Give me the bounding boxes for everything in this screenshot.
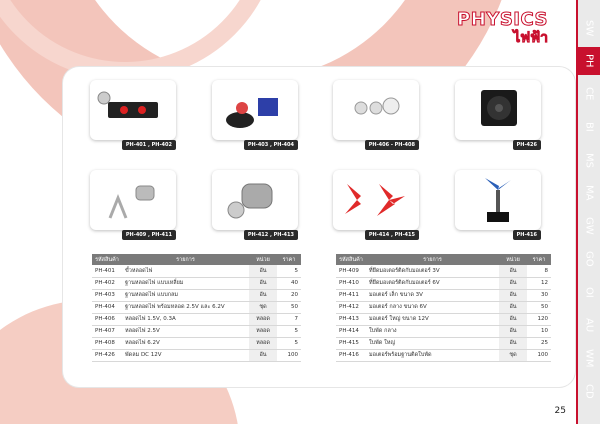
- col-unit: หน่วย: [249, 254, 277, 265]
- cell-code: PH-413: [336, 313, 366, 325]
- cell-unit: อัน: [499, 301, 527, 313]
- cell-unit: อัน: [499, 325, 527, 337]
- col-code: รหัสสินค้า: [92, 254, 122, 265]
- product-code: PH-416: [513, 230, 541, 240]
- section-tabs: [578, 0, 600, 424]
- table-row: [336, 265, 551, 277]
- bulbs-icon: [333, 80, 419, 140]
- cell-code: PH-408: [92, 337, 122, 349]
- cell-code: PH-409: [336, 265, 366, 277]
- fan-icon: [455, 80, 541, 140]
- cell-price: 50: [277, 301, 301, 313]
- product-card: [212, 170, 298, 246]
- cell-unit: อัน: [249, 265, 277, 277]
- product-card: [90, 170, 176, 246]
- cell-unit: อัน: [499, 265, 527, 277]
- col-item: รายการ: [122, 254, 249, 265]
- cell-item: มอเตอร์ กลาง ขนาด 6V: [366, 301, 499, 313]
- cell-code: PH-412: [336, 301, 366, 313]
- cell-item: หลอดไฟ 2.5V: [122, 325, 249, 337]
- col-unit: หน่วย: [499, 254, 527, 265]
- page-number: 25: [554, 406, 566, 416]
- cell-item: พัดลม DC 12V: [122, 349, 249, 361]
- cell-price: 40: [277, 277, 301, 289]
- tab-ms[interactable]: MS: [578, 146, 600, 174]
- cell-price: 5: [277, 265, 301, 277]
- cell-unit: อัน: [499, 277, 527, 289]
- cell-price: 120: [527, 313, 551, 325]
- cell-unit: อัน: [499, 337, 527, 349]
- bulb-holder-icon: [212, 80, 298, 140]
- cell-item: ใบพัด ใหญ่: [366, 337, 499, 349]
- cell-code: PH-416: [336, 349, 366, 361]
- table-row: [92, 301, 301, 313]
- product-card: [455, 170, 541, 246]
- cell-price: 8: [527, 265, 551, 277]
- cell-price: 20: [277, 289, 301, 301]
- cell-item: หลอดไฟ 6.2V: [122, 337, 249, 349]
- table-row: [92, 313, 301, 325]
- cell-unit: ชุด: [499, 349, 527, 361]
- cell-code: PH-414: [336, 325, 366, 337]
- cell-price: 100: [527, 349, 551, 361]
- motor-clip-icon: [90, 170, 176, 230]
- cell-item: มอเตอร์ ใหญ่ ขนาด 12V: [366, 313, 499, 325]
- product-code: PH-403 , PH-404: [244, 140, 298, 150]
- cell-item: ฐานหลอดไฟ พร้อมหลอด 2.5V และ 6.2V: [122, 301, 249, 313]
- cell-unit: อัน: [249, 349, 277, 361]
- cell-code: PH-406: [92, 313, 122, 325]
- tab-wm[interactable]: WM: [578, 344, 600, 372]
- cell-item: ใบพัด กลาง: [366, 325, 499, 337]
- cell-unit: อัน: [249, 289, 277, 301]
- cell-item: มอเตอร์พร้อมฐานติดใบพัด: [366, 349, 499, 361]
- product-code: PH-414 , PH-415: [365, 230, 419, 240]
- product-code: PH-401 , PH-402: [122, 140, 176, 150]
- table-row: [92, 349, 301, 361]
- cell-item: ฐานหลอดไฟ แบบเหลี่ยม: [122, 277, 249, 289]
- price-table-left: [92, 254, 301, 362]
- page-title: [457, 10, 548, 46]
- cell-item: ที่ยึดมอเตอร์ติดกับมอเตอร์ 6V: [366, 277, 499, 289]
- cell-code: PH-411: [336, 289, 366, 301]
- table-row: [92, 277, 301, 289]
- tab-ma[interactable]: MA: [578, 179, 600, 207]
- product-code: PH-409 , PH-411: [122, 230, 176, 240]
- product-card: [333, 80, 419, 156]
- cell-item: หลอดไฟ 1.5V, 0.3A: [122, 313, 249, 325]
- tab-ph[interactable]: PH: [578, 47, 600, 75]
- cell-price: 5: [277, 337, 301, 349]
- cell-price: 25: [527, 337, 551, 349]
- table-row: [336, 313, 551, 325]
- product-code: PH-412 , PH-413: [244, 230, 298, 240]
- battery-holder-icon: [90, 80, 176, 140]
- cell-price: 5: [277, 325, 301, 337]
- tab-oi[interactable]: OI: [578, 278, 600, 306]
- col-code: รหัสสินค้า: [336, 254, 366, 265]
- table-row: [336, 301, 551, 313]
- product-card: [212, 80, 298, 156]
- cell-price: 12: [527, 277, 551, 289]
- cell-code: PH-401: [92, 265, 122, 277]
- propeller-icon: [333, 170, 419, 230]
- col-item: รายการ: [366, 254, 499, 265]
- tab-cd[interactable]: CD: [578, 377, 600, 405]
- price-table-right: [336, 254, 551, 362]
- product-code: PH-406 - PH-408: [365, 140, 419, 150]
- cell-item: ฐานหลอดไฟ แบบกลม: [122, 289, 249, 301]
- col-price: ราคา: [527, 254, 551, 265]
- cell-unit: ชุด: [249, 301, 277, 313]
- table-row: [336, 289, 551, 301]
- cell-code: PH-426: [92, 349, 122, 361]
- cell-code: PH-407: [92, 325, 122, 337]
- cell-code: PH-404: [92, 301, 122, 313]
- cell-code: PH-402: [92, 277, 122, 289]
- cell-price: 50: [527, 301, 551, 313]
- table-row: [92, 337, 301, 349]
- product-card: [333, 170, 419, 246]
- product-code: PH-426: [513, 140, 541, 150]
- cell-price: 100: [277, 349, 301, 361]
- cell-price: 7: [277, 313, 301, 325]
- table-row: [92, 289, 301, 301]
- cell-unit: หลอด: [249, 325, 277, 337]
- cell-unit: อัน: [249, 277, 277, 289]
- motor-icon: [212, 170, 298, 230]
- cell-code: PH-403: [92, 289, 122, 301]
- cell-unit: หลอด: [249, 337, 277, 349]
- cell-price: 10: [527, 325, 551, 337]
- cell-code: PH-415: [336, 337, 366, 349]
- tab-au[interactable]: AU: [578, 311, 600, 339]
- table-row: [336, 277, 551, 289]
- table-row: [92, 265, 301, 277]
- tab-gw[interactable]: GW: [578, 212, 600, 240]
- product-card: [455, 80, 541, 156]
- tab-sw[interactable]: SW: [578, 14, 600, 42]
- cell-item: มอเตอร์ เล็ก ขนาด 3V: [366, 289, 499, 301]
- table-row: [336, 325, 551, 337]
- col-price: ราคา: [277, 254, 301, 265]
- table-row: [336, 337, 551, 349]
- cell-item: ที่ยึดมอเตอร์ติดกับมอเตอร์ 3V: [366, 265, 499, 277]
- cell-unit: หลอด: [249, 313, 277, 325]
- cell-price: 30: [527, 289, 551, 301]
- tab-bi[interactable]: BI: [578, 113, 600, 141]
- cell-unit: อัน: [499, 289, 527, 301]
- table-row: [336, 349, 551, 361]
- cell-unit: อัน: [499, 313, 527, 325]
- tab-ce[interactable]: CE: [578, 80, 600, 108]
- product-card: [90, 80, 176, 156]
- tab-go[interactable]: GO: [578, 245, 600, 273]
- cell-code: PH-410: [336, 277, 366, 289]
- title-th: ไฟฟ้า: [513, 30, 548, 46]
- table-row: [92, 325, 301, 337]
- motor-stand-icon: [455, 170, 541, 230]
- title-en: PHYSICS: [457, 9, 548, 30]
- cell-item: ขั้วหลอดไฟ: [122, 265, 249, 277]
